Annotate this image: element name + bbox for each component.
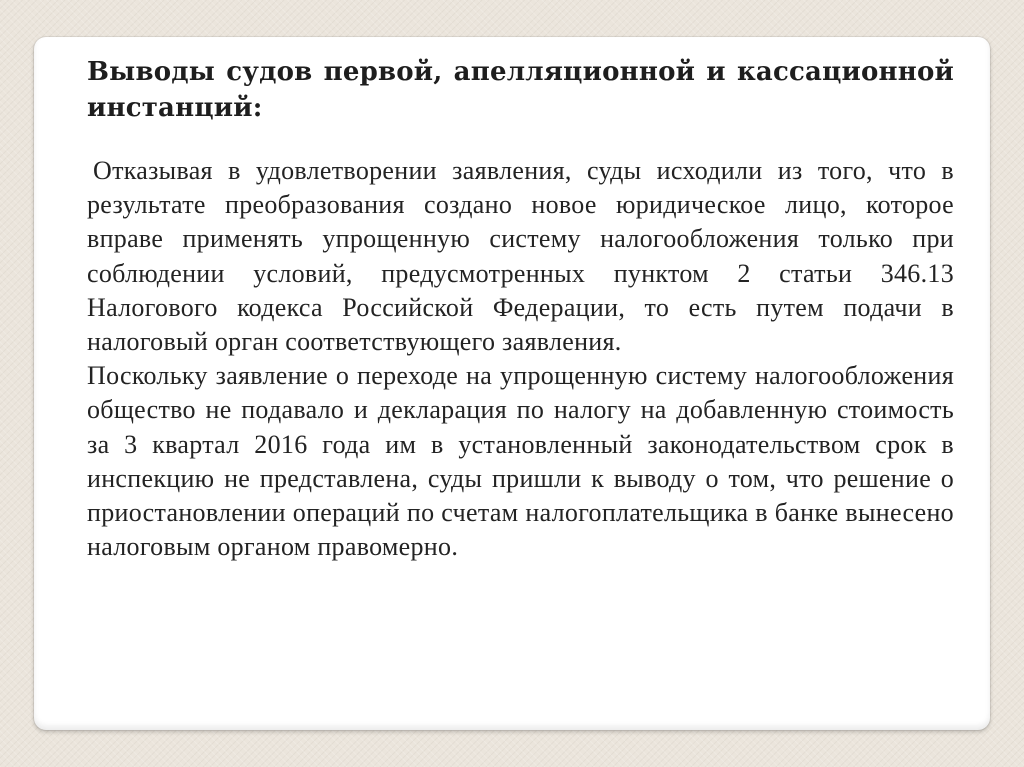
- paragraph-court-reasoning: Отказывая в удовлетворении заявления, суды исходили из того, что в результате преобразования создано новое юридическое лицо, которое вправе применять упрощенную систему налогообложения только при соблюдении условий, предусмотренных пунктом 2 статьи 346.13 Налогового кодекса Российской Федерации, то есть путем подачи в налоговый орган соответствующего заявления.: [87, 156, 954, 357]
- slide-content: [87, 54, 954, 564]
- slide-title: Выводы судов первой, апелляционной и кассационной инстанций:: [87, 57, 954, 123]
- paragraph-court-conclusion: Поскольку заявление о переходе на упрощенную систему налогообложения общество не подавало и декларация по налогу на добавленную стоимость за 3 квартал 2016 года им в установленный законодательством срок в инспекцию не представлена, суды пришли к выводу о том, что решение о приостановлении операций по счетам налогоплательщика в банке вынесено налоговым органом правомерно.: [87, 361, 954, 562]
- slide-card: [34, 37, 990, 730]
- slide-body: [87, 154, 954, 564]
